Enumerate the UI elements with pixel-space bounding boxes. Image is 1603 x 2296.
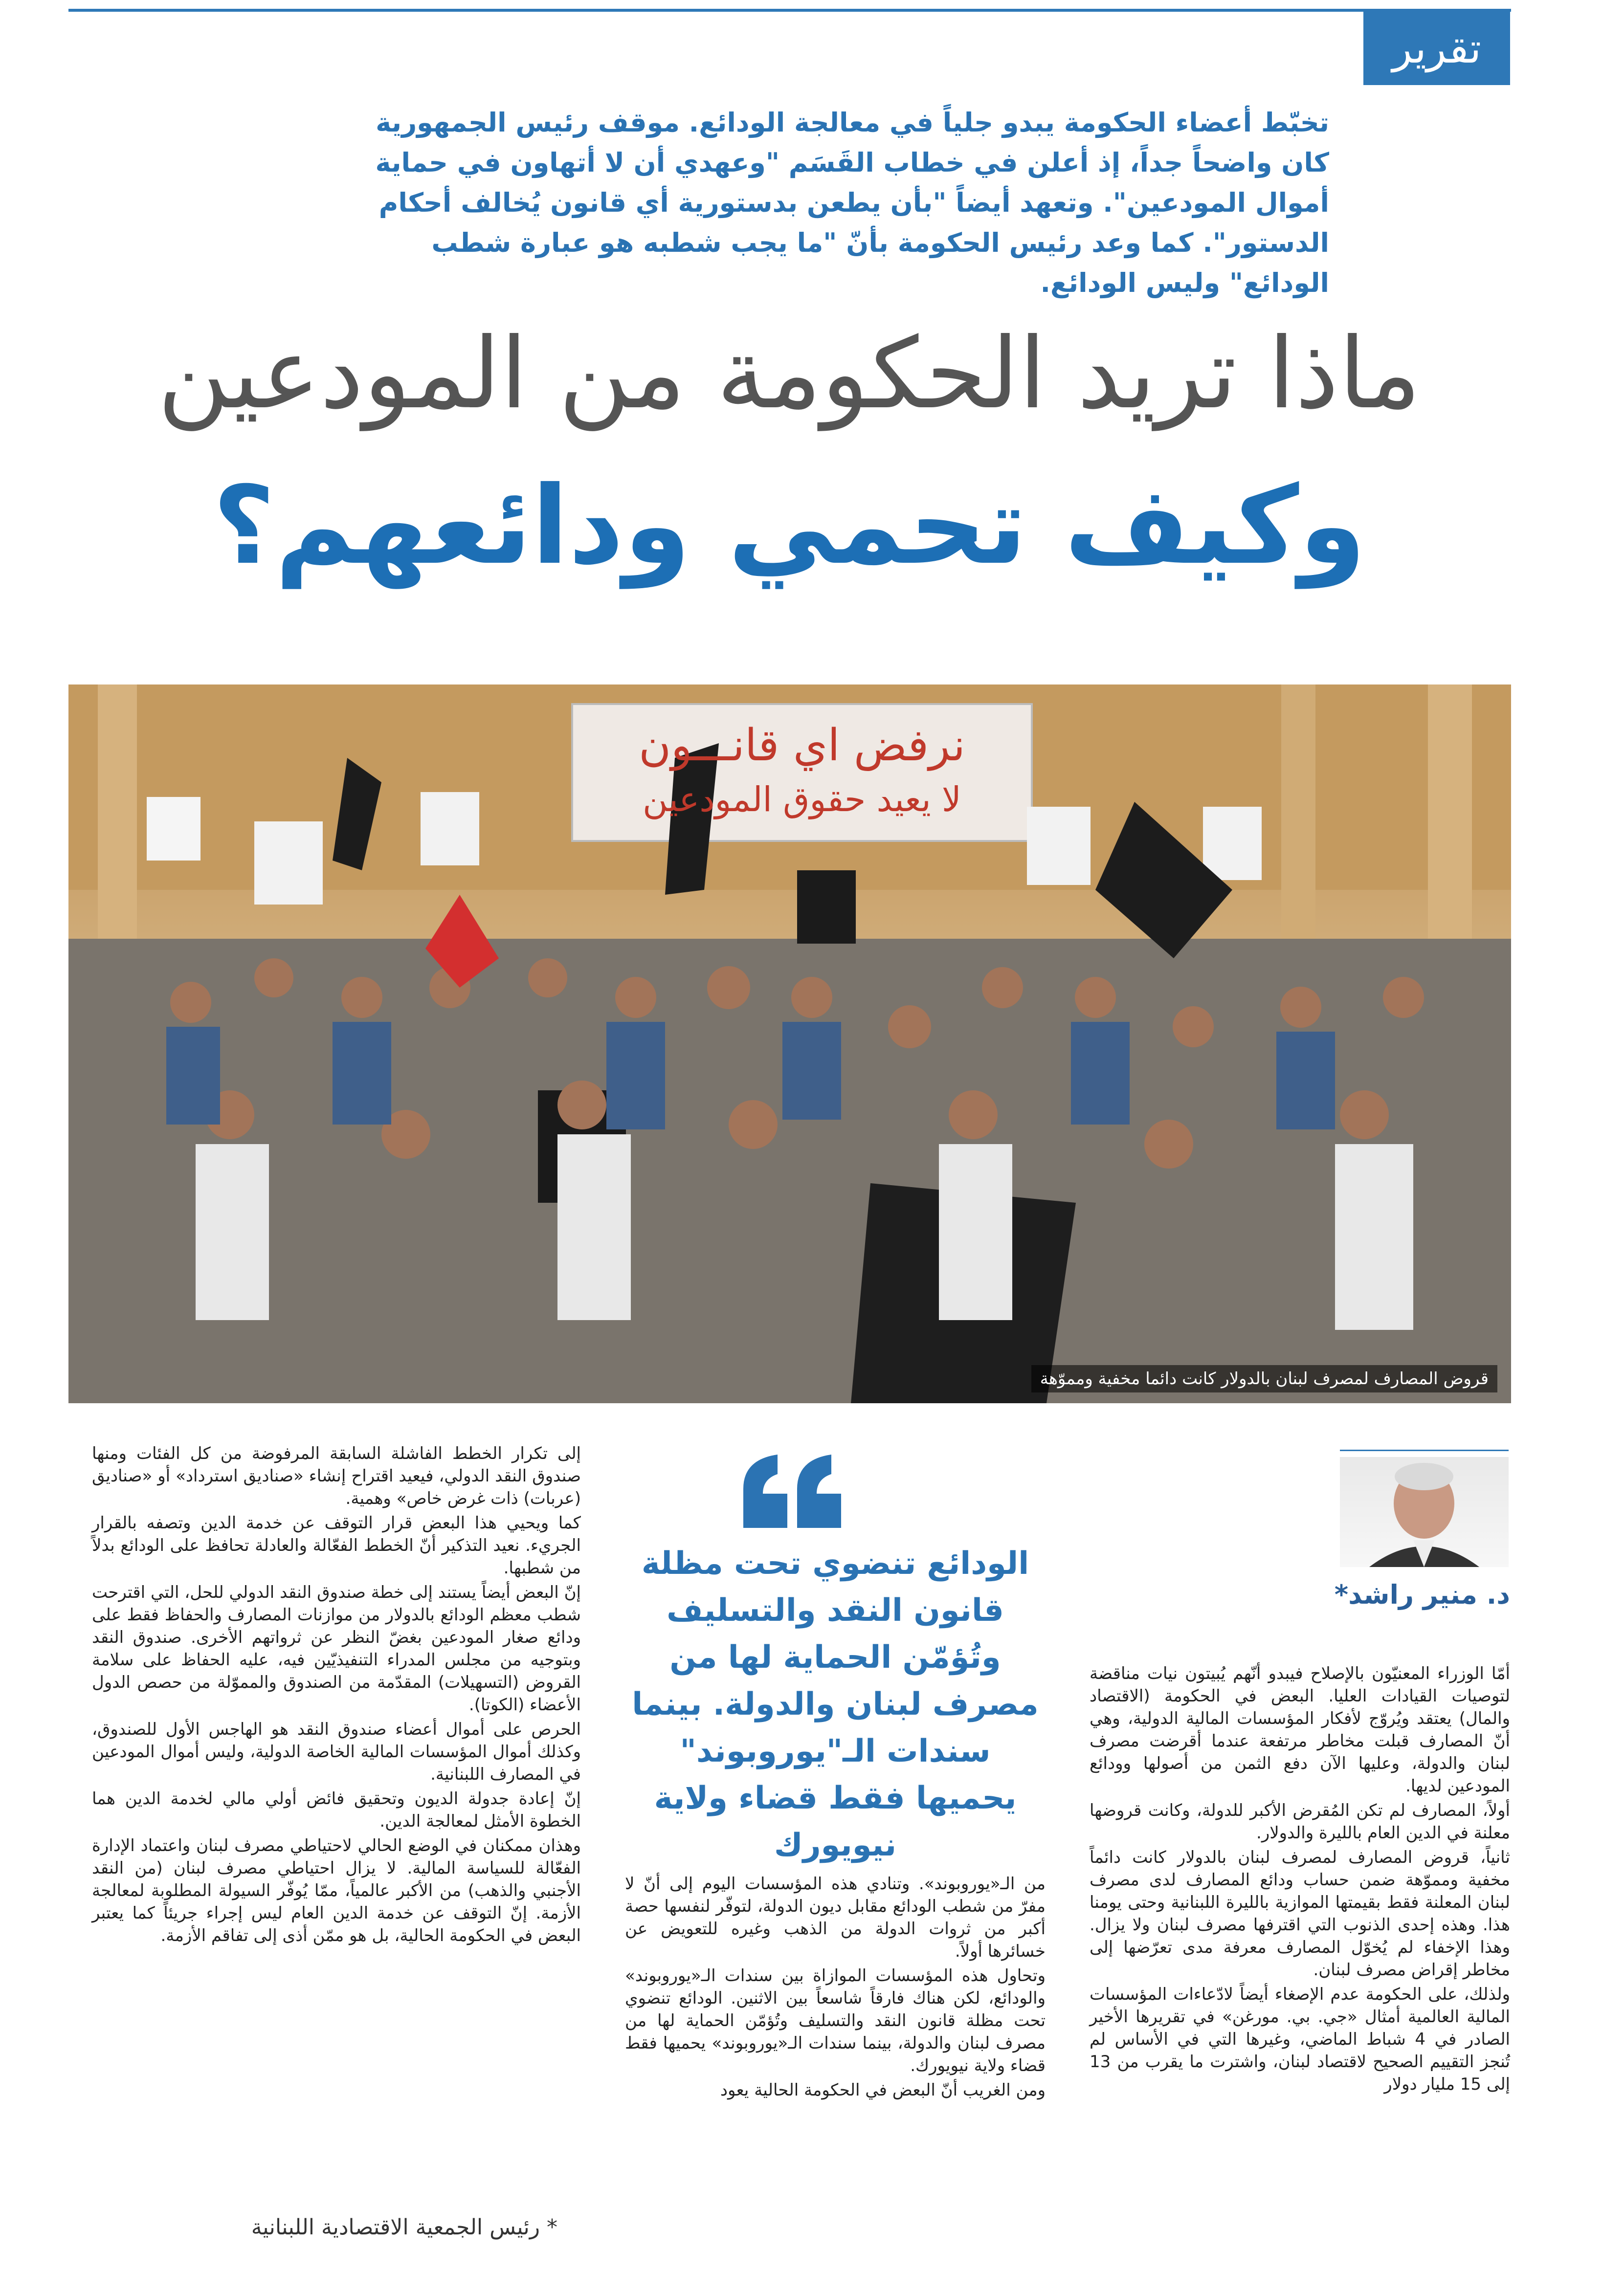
column-middle-paragraph: من الـ«يوروبوند». وتنادي هذه المؤسسات اليوم إلى أنّ لا مفرّ من شطب الودائع مقابل ديون الدولة، لتوفّر لنفسها حصة أكبر من ثروات الدولة من الذهب وغيره للتعويض عن خسائرها أولاً. (625, 1874, 1046, 1961)
lead-paragraph: تخبّط أعضاء الحكومة يبدو جلياً في معالجة الودائع. موقف رئيس الجمهورية كان واضحاً جداً، إذ أعلن في خطاب القَسَم "وعهدي أن لا أتهاون في حماية أموال المودعين". وتعهد أيضاً "بأن يطعن بدستورية أي قانون يُخالف أحكام الدستور". كما وعد رئيس الحكومة بأنّ "ما يجب شطبه هو عبارة شطب الودائع" وليس الودائع. (375, 107, 1329, 298)
headline-line2: وكيف تحمي ودائعهم؟ (212, 463, 1366, 588)
top-rule (68, 9, 1511, 12)
column-right-paragraph: أمّا الوزراء المعنيّون بالإصلاح فيبدو أنّهم يُبيتون نيات مناقضة لتوصيات القيادات العليا. البعض في الحكومة (الاقتصاد والمال) يعتقد ويُروّج لأفكار المؤسسات المالية الدولية، وهي أنّ المصارف قبلت مخاطر مرتفعة عندما أقرضت مصرف لبنان والدولة، وعليها الآن دفع الثمن من أصولها وودائع المودعين لديها. (1090, 1664, 1510, 1796)
column-left-paragraph: كما ويحيي هذا البعض قرار التوقف عن خدمة الدين وتصفه بالقرار الجريء. نعيد التذكير أنّ الخطط الفعّالة والعادلة تحافظ على الودائع بدلاً من شطبها. (92, 1513, 581, 1578)
column-right-paragraph: أولاً، المصارف لم تكن المُقرض الأكبر للدولة، وكانت قروضها معلنة في الدين العام بالليرة والدولار. (1090, 1801, 1510, 1843)
quote-icon (738, 1455, 846, 1528)
column-left-paragraph: إنّ البعض أيضاً يستند إلى خطة صندوق النقد الدولي للحل، التي اقترحت شطب معظم الودائع بالدولار من موازنات المصارف والحفاظ فقط على ودائع صغار المودعين بغضّ النظر عن ثرواتهم الأخرى. صندوق النقد وبتوجيه من مجلس المدراء التنفيذيّين فيه، عليه الحفاظ على سلامة القروض (التسهيلات) المقدّمة من الصندوق والمموّلة من حصص الدول الأعضاء (الكوتا). (92, 1583, 581, 1715)
photo-caption: قروض المصارف لمصرف لبنان بالدولار كانت دائما مخفية ومموّهة (1031, 1365, 1497, 1392)
column-left-paragraph: إلى تكرار الخطط الفاشلة السابقة المرفوضة من كل الفئات ومنها صندوق النقد الدولي، فيعيد اقتراح إنشاء «صناديق استرداد» أو «صناديق (عربات) ذات غرض خاص» وهمية. (92, 1444, 581, 1508)
column-middle-paragraph: ومن الغريب أنّ البعض في الحكومة الحالية يعود (720, 2080, 1046, 2100)
column-right (1090, 1662, 1510, 2097)
pull-quote: الودائع تنضوي تحت مظلة قانون النقد والتسليف وتُؤمّن الحماية لها من مصرف لبنان والدولة. بينما سندات الـ"يوروبوند" يحميها فقط قضاء ولاية نيويورك (632, 1545, 1039, 1863)
author-name: د. منير راشد* (1334, 1579, 1510, 1610)
column-left (92, 1442, 581, 1949)
column-middle (625, 1873, 1046, 2103)
author-rule (1340, 1450, 1509, 1451)
column-right-paragraph: ثانياً، قروض المصارف لمصرف لبنان بالدولار كانت دائماً مخفية ومموّهة ضمن حساب ودائع المصارف لدى مصرف لبنان المعلنة فقط بقيمتها الموازية بالليرة اللبنانية وحتى يومنا هذا. وهذه إحدى الذنوب التي اقترفها مصرف لبنان ولا يزال. وهذا الإخفاء لم يُخوّل المصارف معرفة مدى تعرّضها إلى مخاطر إقراض مصرف لبنان. (1090, 1848, 1510, 1980)
column-right-paragraph: ولذلك، على الحكومة عدم الإصغاء أيضاً لادّعاءات المؤسسات المالية العالمية أمثال «جي. بي. مورغن» في تقريرها الأخير الصادر في 4 شباط الماضي، وغيرها التي في الأساس لم تُنجز التقييم الصحيح لاقتصاد لبنان، واشترت ما يقرب من 13 إلى 15 مليار دولار (1090, 1985, 1510, 2094)
column-left-paragraph: وهذان ممكنان في الوضع الحالي لاحتياطي مصرف لبنان واعتماد الإدارة الفعّالة للسياسة المالية. لا يزال احتياطي مصرف لبنان (من النقد الأجنبي والذهب) من الأكبر عالمياً، ممّا يُوفّر السيولة المطلوبة لمعالجة الأزمة. إنّ التوقف عن خدمة الدين العام ليس إجراء جريئاً كما يعتبر البعض في الحكومة الحالية، بل هو ممّن أذى إلى تفاقم الأزمة. (92, 1836, 581, 1945)
headline-line1: ماذا تريد الحكومة من المودعين (157, 317, 1421, 431)
column-middle-paragraph: وتحاول هذه المؤسسات الموازاة بين سندات الـ«يوروبوند» والودائع، لكن هناك فارقاً شاسعاً بين الاثنين. الودائع تنضوي تحت مظلة قانون النقد والتسليف وتُؤمّن الحماية لها من مصرف لبنان والدولة، بينما سندات الـ«يوروبوند» يحميها فقط قضاء ولاية نيويورك. (625, 1966, 1046, 2075)
author-portrait (1340, 1457, 1509, 1567)
author-footnote: * رئيس الجمعية الاقتصادية اللبنانية (251, 2215, 557, 2240)
section-tag: تقرير (1363, 12, 1510, 85)
column-left-paragraph: الحرص على أموال أعضاء صندوق النقد هو الهاجس الأول للصندوق، وكذلك أموال المؤسسات المالية الخاصة الدولية، وليس أموال المودعين في المصارف اللبنانية. (92, 1720, 581, 1784)
protest-photo (68, 684, 1511, 1403)
column-left-paragraph: إنّ إعادة جدولة الديون وتحقيق فائض أولي مالي لخدمة الدين هما الخطوة الأمثل لمعالجة الدين. (92, 1789, 581, 1831)
author-photo (1340, 1457, 1509, 1567)
protest-banner-line1: نرفض اي قانـــون (639, 720, 965, 771)
protest-banner-line2: لا يعيد حقوق المودعين (643, 779, 961, 819)
protest-banner-text (582, 719, 1022, 826)
